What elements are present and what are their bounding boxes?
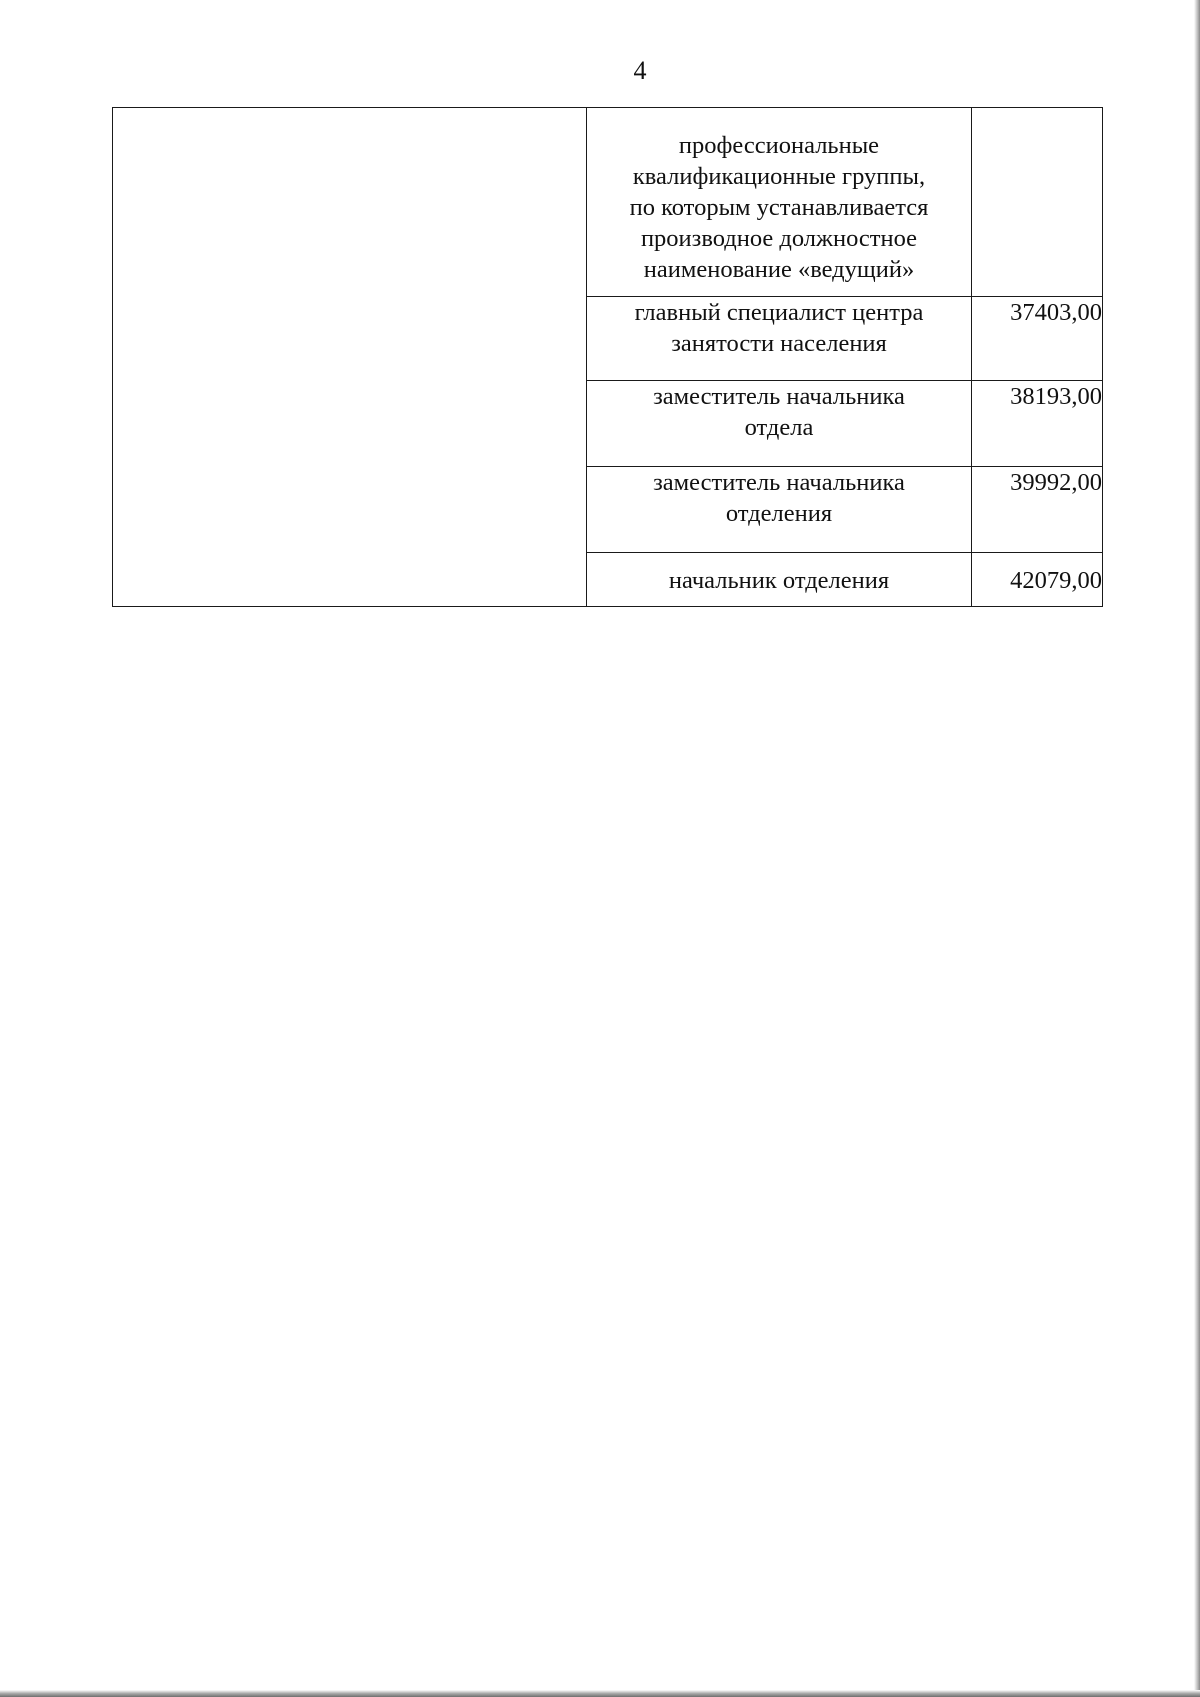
group-header-line: квалификационные группы,	[632, 163, 926, 190]
position-line: заместитель начальника	[653, 469, 905, 496]
table-row-group-header	[113, 108, 1103, 297]
group-header-line: профессиональные	[678, 132, 880, 159]
amount-cell: 39992,00	[972, 467, 1103, 553]
group-header-line: по которым устанавливается	[629, 194, 929, 221]
amount-cell: 38193,00	[972, 381, 1103, 467]
position-line: заместитель начальника	[653, 383, 905, 410]
group-header-line: наименование «ведущий»	[643, 256, 915, 283]
amount-cell: 37403,00	[972, 297, 1103, 381]
amount-cell: 42079,00	[972, 553, 1103, 607]
scan-edge-bottom	[0, 1690, 1200, 1697]
position-cell	[587, 467, 972, 553]
group-header-cell	[587, 108, 972, 297]
position-cell	[587, 553, 972, 607]
position-line: занятости населения	[671, 330, 887, 357]
position-line: отделения	[725, 500, 833, 527]
position-cell	[587, 297, 972, 381]
group-header-amount-cell	[972, 108, 1103, 297]
position-line: начальник отделения	[668, 567, 890, 594]
page-number: 4	[633, 56, 647, 85]
scan-edge-right	[1194, 0, 1200, 1697]
qualification-group-cell	[113, 108, 587, 607]
position-cell	[587, 381, 972, 467]
position-line: главный специалист центра	[634, 299, 924, 326]
salary-table	[112, 107, 1103, 607]
position-line: отдела	[744, 414, 814, 441]
group-header-line: производное должностное	[640, 225, 918, 252]
